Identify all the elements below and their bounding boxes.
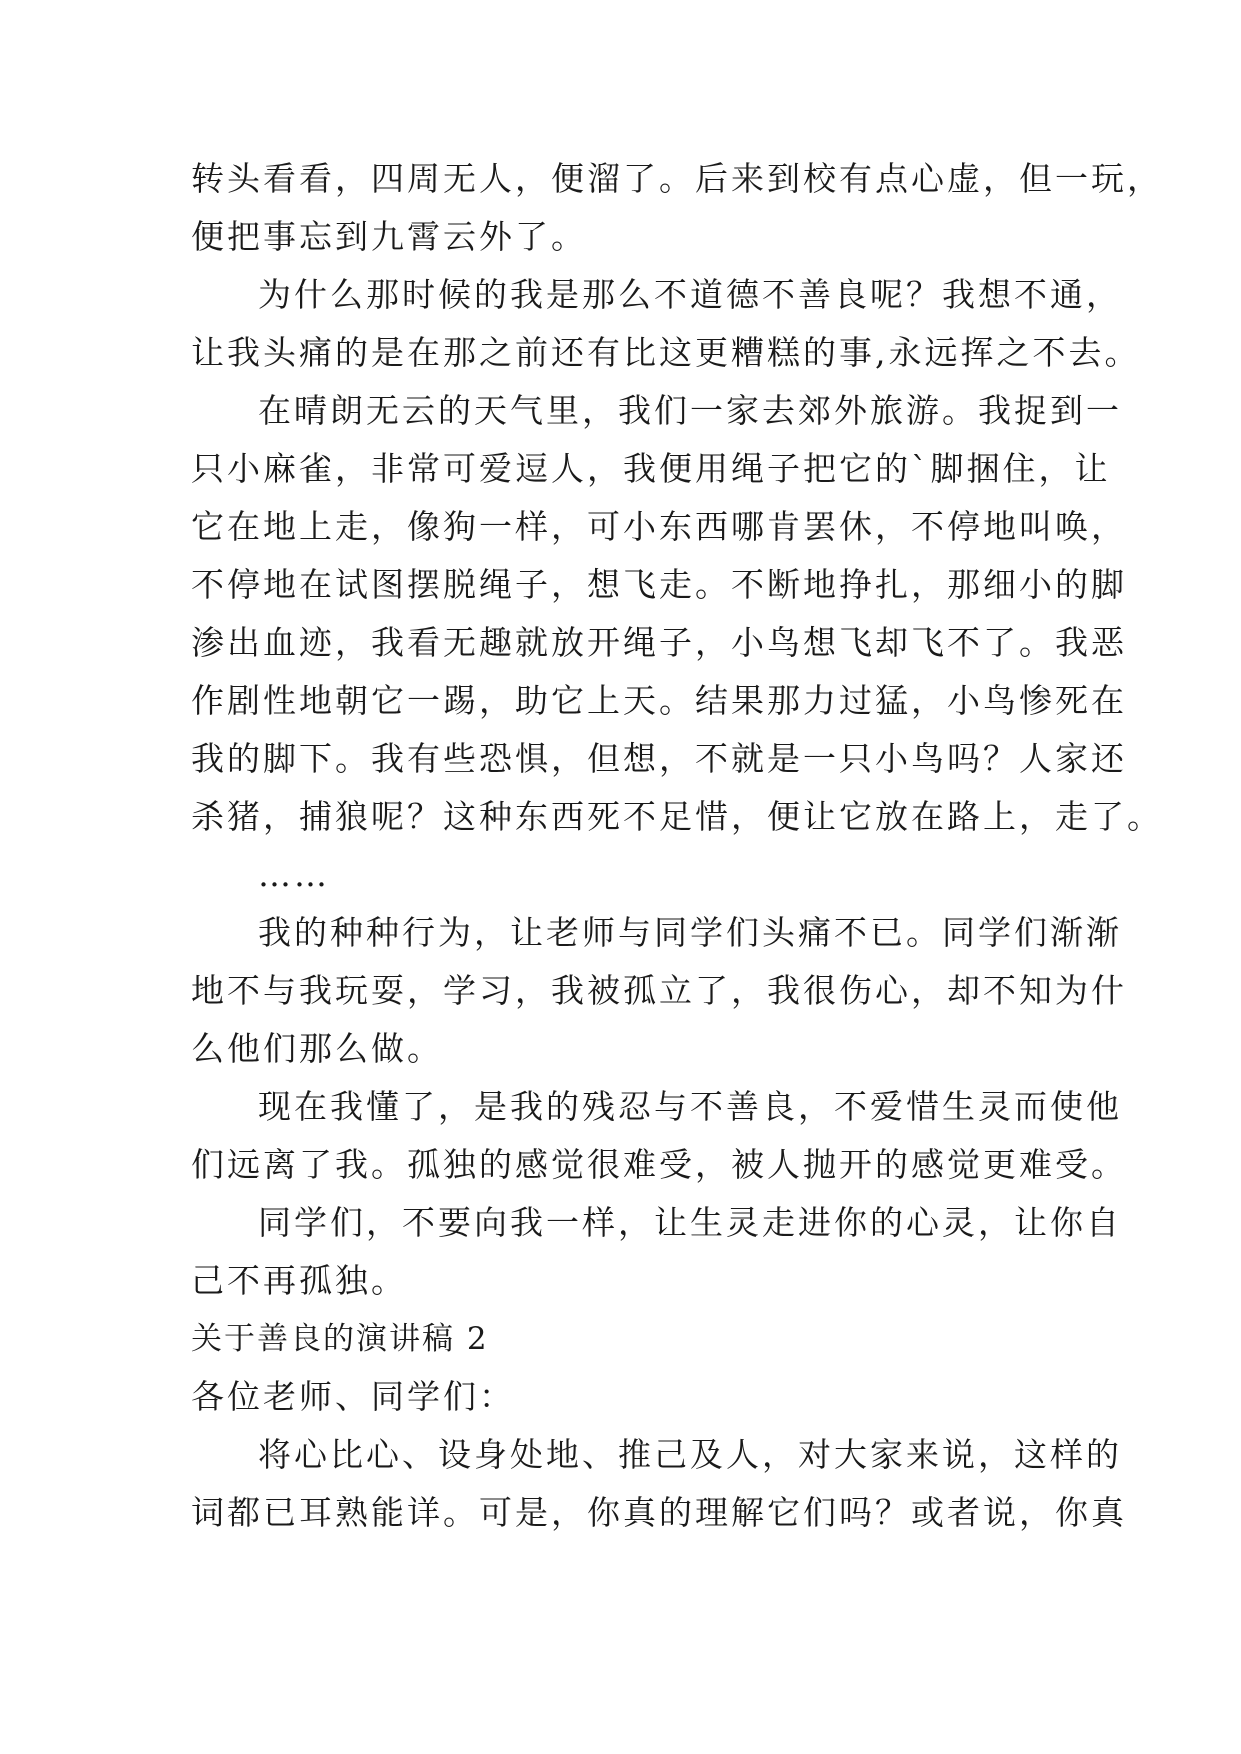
text-line: 们远离了我。孤独的感觉很难受，被人抛开的感觉更难受。 — [191, 1145, 1127, 1184]
text-line: 我的种种行为，让老师与同学们头痛不已。同学们渐渐 — [258, 913, 1122, 952]
salutation-line: 各位老师、同学们： — [191, 1377, 515, 1416]
text-line: 同学们，不要向我一样，让生灵走进你的心灵，让你自 — [258, 1203, 1122, 1242]
text-line: 只小麻雀，非常可爱逗人，我便用绳子把它的`脚捆住，让 — [191, 449, 1111, 488]
text-line: 地不与我玩耍，学习，我被孤立了，我很伤心，却不知为什 — [191, 971, 1127, 1010]
text-line: 将心比心、设身处地、推己及人，对大家来说，这样的 — [258, 1435, 1122, 1474]
text-line: 现在我懂了，是我的残忍与不善良，不爱惜生灵而使他 — [258, 1087, 1122, 1126]
section-heading: 关于善良的演讲稿 2 — [191, 1321, 489, 1357]
text-line: 让我头痛的是在那之前还有比这更糟糕的事,永远挥之不去。 — [191, 333, 1141, 372]
text-line: 它在地上走，像狗一样，可小东西哪肯罢休，不停地叫唤， — [191, 507, 1127, 546]
text-line: …… — [258, 855, 330, 894]
document-page — [191, 150, 1163, 1542]
text-line: 在晴朗无云的天气里，我们一家去郊外旅游。我捉到一 — [258, 391, 1122, 430]
text-line: 词都已耳熟能详。可是，你真的理解它们吗？或者说，你真 — [191, 1493, 1127, 1532]
text-line: 己不再孤独。 — [191, 1261, 407, 1300]
text-line: 便把事忘到九霄云外了。 — [191, 217, 587, 256]
text-line: 作剧性地朝它一踢，助它上天。结果那力过猛，小鸟惨死在 — [191, 681, 1127, 720]
text-line: 我的脚下。我有些恐惧，但想，不就是一只小鸟吗？人家还 — [191, 739, 1127, 778]
text-line: 为什么那时候的我是那么不道德不善良呢？我想不通， — [258, 275, 1122, 314]
text-line: 转头看看，四周无人，便溜了。后来到校有点心虚，但一玩， — [191, 159, 1163, 198]
text-line: 杀猪，捕狼呢？这种东西死不足惜，便让它放在路上，走了。 — [191, 797, 1163, 836]
text-line: 不停地在试图摆脱绳子，想飞走。不断地挣扎，那细小的脚 — [191, 565, 1127, 604]
text-line: 么他们那么做。 — [191, 1029, 443, 1068]
text-line: 渗出血迹，我看无趣就放开绳子，小鸟想飞却飞不了。我恶 — [191, 623, 1127, 662]
